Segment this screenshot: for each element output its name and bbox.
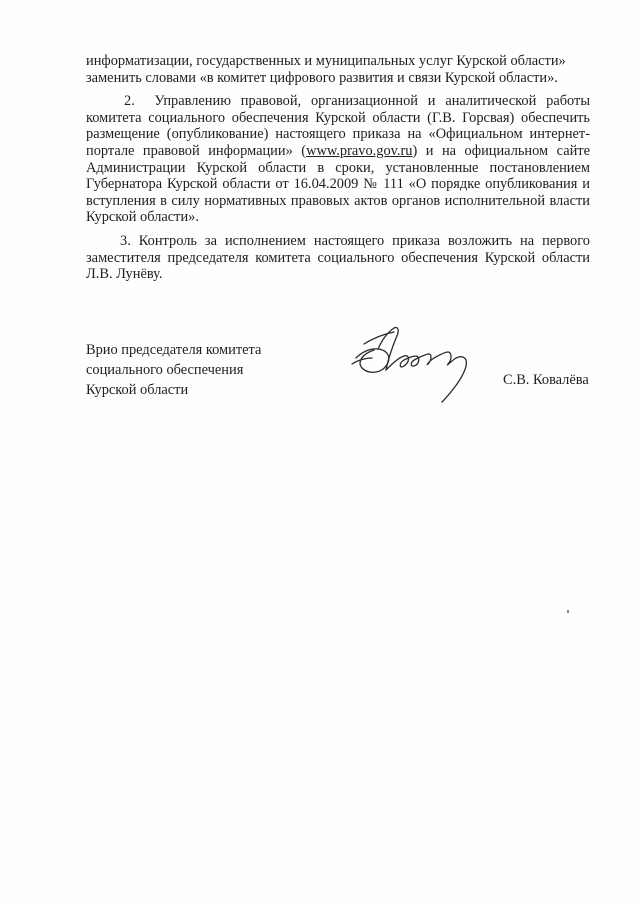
position-line-3: Курской области <box>86 382 189 398</box>
paragraph-1-line-2: заменить словами «в комитет цифрового развития и связи Курской области». <box>86 69 558 86</box>
paragraph-2-text-before-link: Управлению правовой, организационной и аналитической работы комитета социального обеспечения Курской области (Г.В. Горсвая) обеспечить размещение (опубликование) настоящего приказа на «Официальном интернет-портале правовой информации» ( <box>86 93 590 159</box>
paragraph-1-line-1: информатизации, государственных и муниципальных услуг Курской области» <box>86 53 566 69</box>
signatory-position <box>86 340 261 400</box>
paragraph-continuation <box>86 53 590 86</box>
scan-speck <box>567 610 569 613</box>
position-line-1: Врио председателя комитета <box>86 342 262 358</box>
signatory-name: С.В. Ковалёва <box>503 372 589 388</box>
paragraph-2-text-after-link: ) и на официальном сайте Администрации Курской области в сроки, установленные постановлением Губернатора Курской области от 16.04.2009 № 111 «О порядке опубликования и вступления в силу нормативных правовых актов органов исполнительной власти Курской области». <box>86 142 590 226</box>
handwritten-signature <box>348 312 478 407</box>
paragraph-2 <box>86 93 590 226</box>
position-line-2: социального обеспечения <box>86 362 244 378</box>
pravo-gov-link[interactable]: www.pravo.gov.ru <box>306 142 413 159</box>
document-body <box>86 53 590 283</box>
paragraph-3: 3. Контроль за исполнением настоящего приказа возложить на первого заместителя председателя комитета социального обеспечения Курской области Л.В. Лунёву. <box>86 232 590 283</box>
paragraph-2-number: 2. <box>124 93 135 110</box>
